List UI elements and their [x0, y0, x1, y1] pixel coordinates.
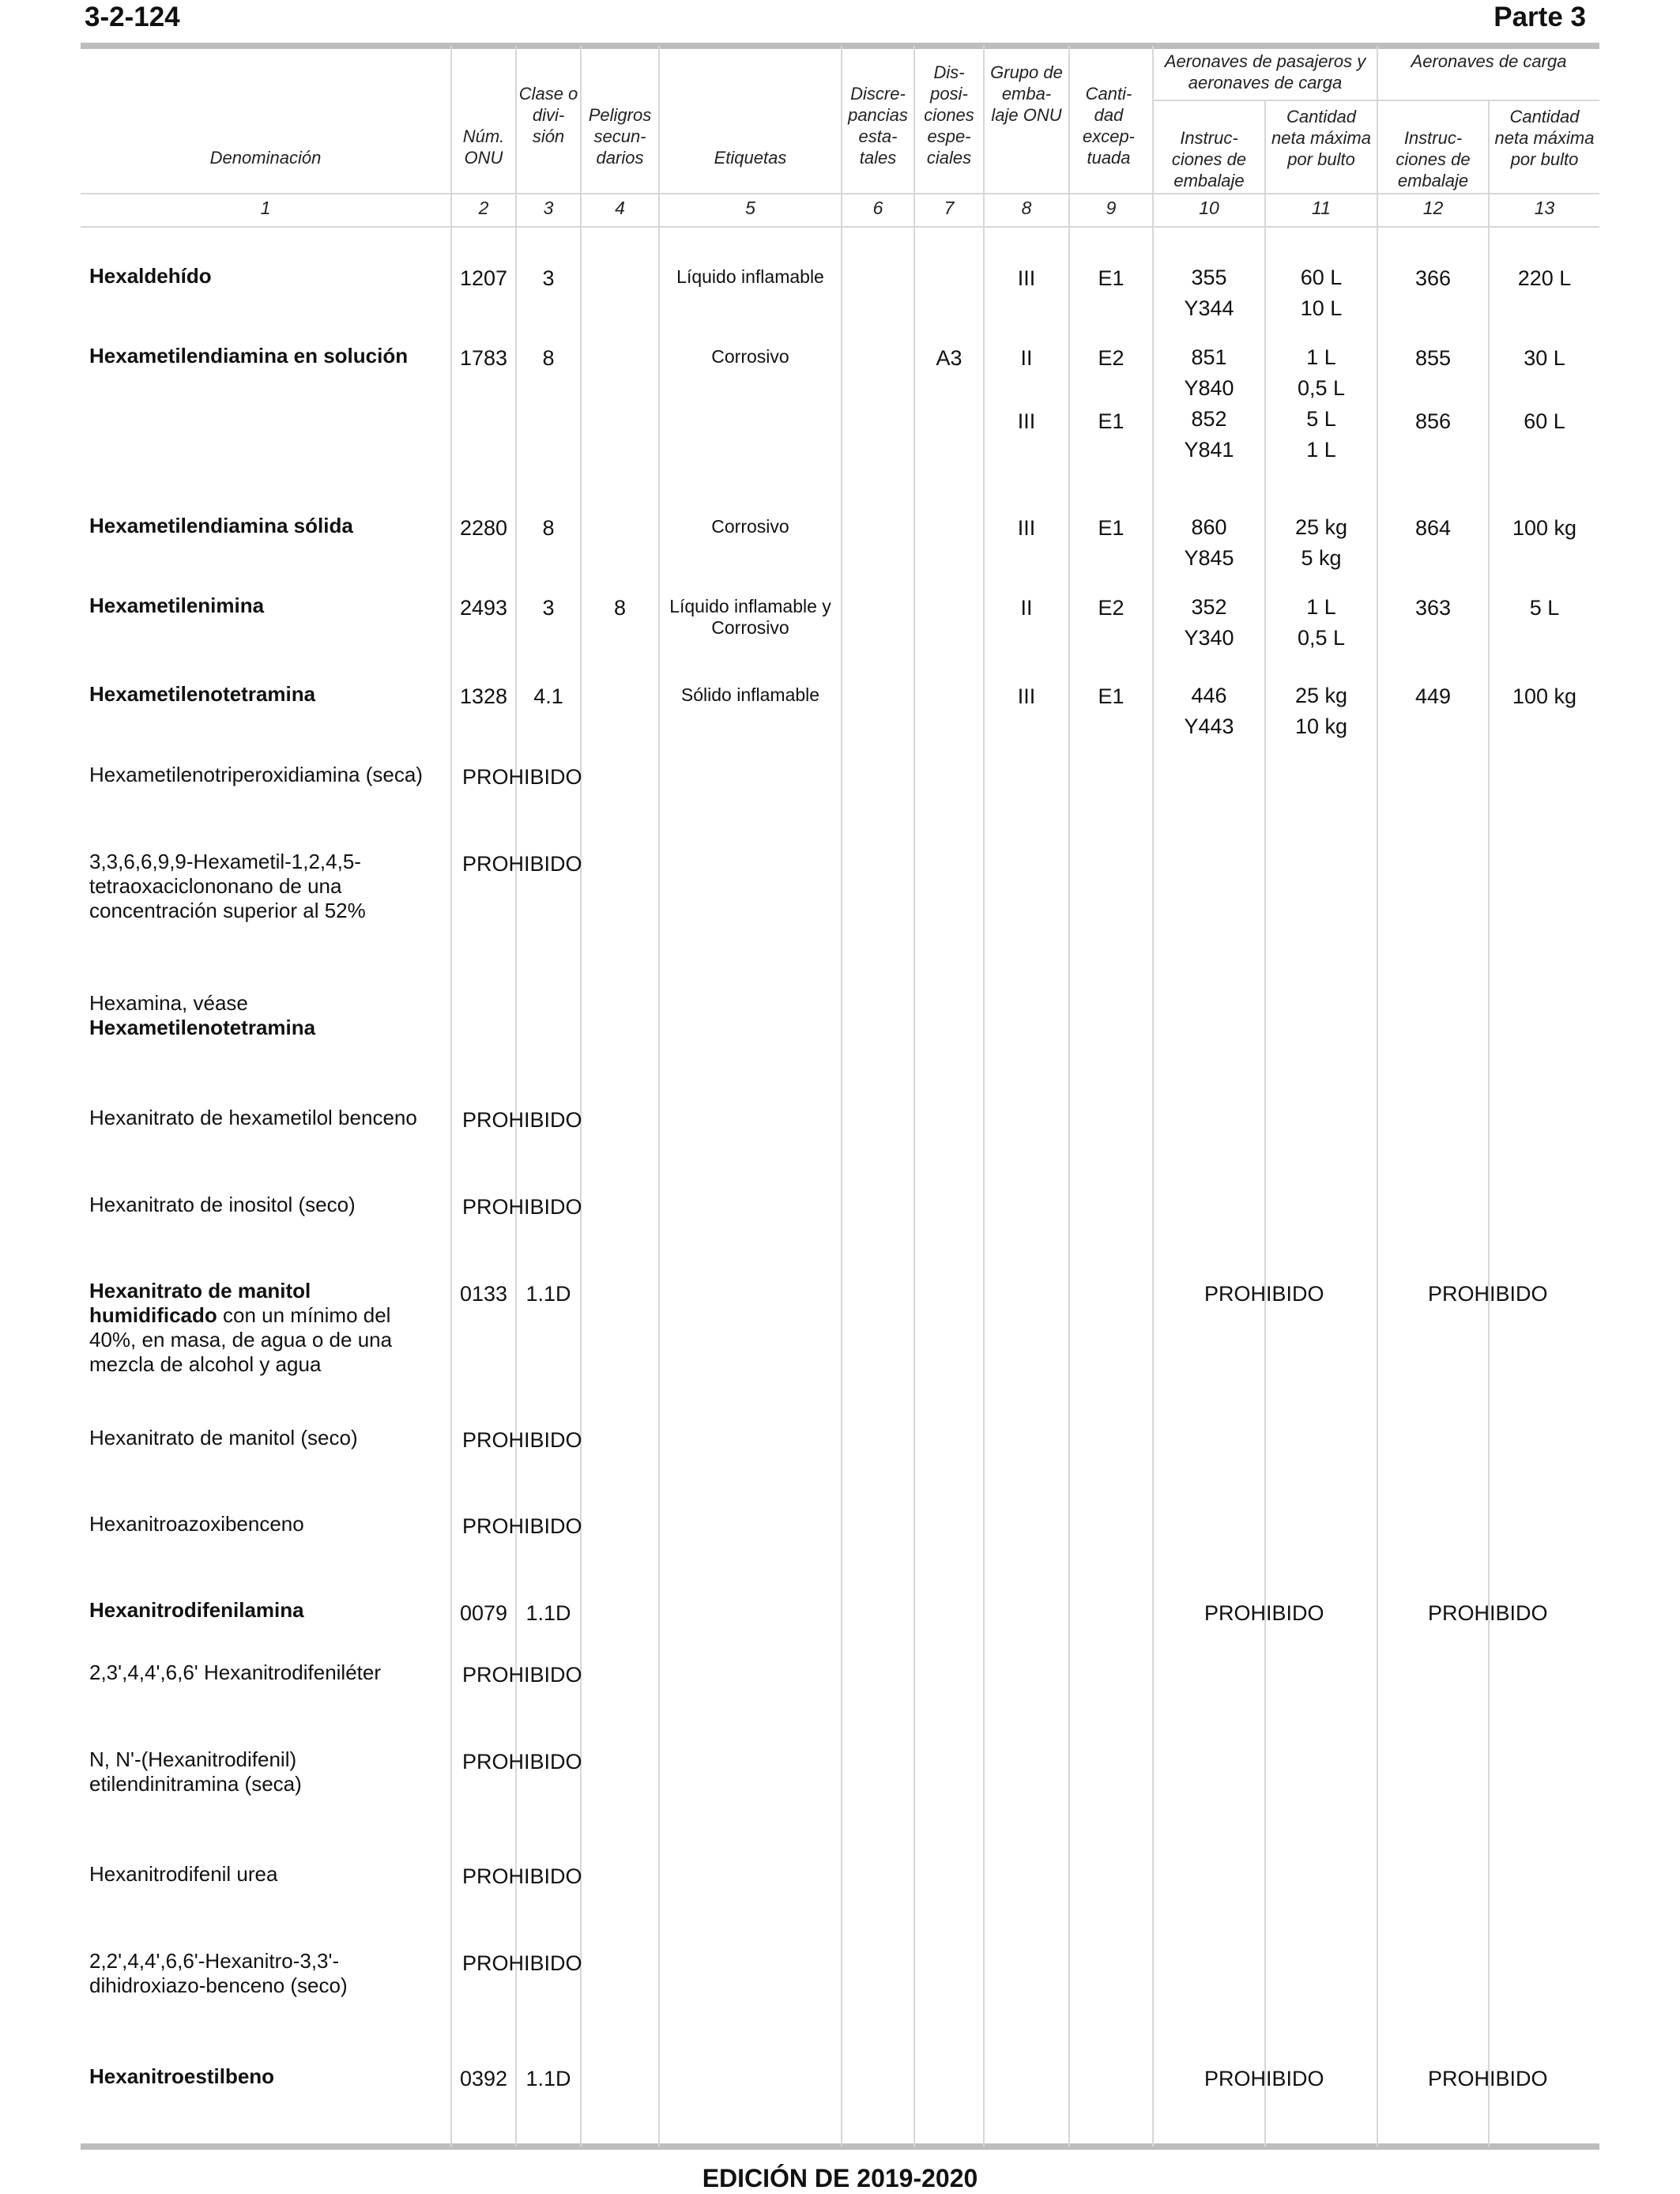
packing-group: II [1020, 596, 1033, 620]
pi-value: 446 [1191, 684, 1227, 707]
qty-value: 25 kg [1294, 684, 1348, 707]
forbidden-text: PROHIBIDO [1204, 1601, 1324, 1625]
class-division: 1.1D [525, 1601, 571, 1625]
forbidden-text: PROHIBIDO [462, 1195, 582, 1219]
qty-value: 1 L [1306, 595, 1336, 619]
header-num-onu: Núm. ONU [462, 126, 505, 168]
header-rule [81, 193, 1599, 194]
class-division: 8 [542, 516, 555, 540]
class-division: 3 [542, 596, 555, 620]
max-net-quantity [1266, 512, 1377, 574]
cargo-max-quantity: 100 kg [1512, 516, 1577, 540]
bottom-rule [81, 2143, 1599, 2150]
edition-footer: EDICIÓN DE 2019-2020 [702, 2164, 978, 2192]
excepted-quantity: E2 [1098, 346, 1124, 370]
entry-name: Hexanitrato de inositol (seco) [89, 1193, 356, 1216]
forbidden-text: PROHIBIDO [462, 852, 582, 876]
packing-group: III [1017, 516, 1036, 540]
un-number: 2493 [459, 596, 508, 620]
cargo-packing-instruction: 363 [1414, 596, 1452, 620]
entry-name [89, 991, 446, 1040]
qty-value: 5 kg [1301, 546, 1342, 570]
cargo-max-quantity: 60 L [1524, 409, 1565, 433]
see-prefix: Hexamina, véase [89, 991, 248, 1015]
packing-group: III [1017, 266, 1036, 290]
hazard-label: Corrosivo [711, 346, 789, 367]
pi-value: Y344 [1184, 296, 1234, 320]
column-number: 1 [260, 198, 271, 218]
cargo-packing-instruction: 864 [1414, 516, 1452, 540]
entry-name: Hexanitrato de manitol (seco) [89, 1426, 358, 1449]
entry-name: Hexametilendiamina sólida [89, 514, 353, 537]
header-aeronaves-pasajeros: Aeronaves de pasajeros y aeronaves de carga [1164, 51, 1366, 92]
forbidden-text: PROHIBIDO [462, 1108, 582, 1132]
col-separator [1488, 101, 1490, 2147]
pi-value: Y841 [1184, 438, 1234, 462]
header-instrucciones-pasajeros: Instruc- ciones de embalaje [1171, 128, 1247, 190]
entry-name: 3,3,6,6,9,9-Hexametil-1,2,4,5-tetraoxaciclononano de una concentración superior al 52% [89, 850, 366, 922]
qty-value: 0,5 L [1297, 626, 1346, 650]
header-instrucciones-carga: Instruc- ciones de embalaje [1396, 128, 1471, 190]
pi-value: Y340 [1184, 626, 1234, 650]
special-provision: A3 [936, 346, 962, 370]
entry-name: Hexametilendiamina en solución [89, 344, 409, 368]
pi-value: Y845 [1184, 546, 1234, 570]
un-number: 1328 [459, 684, 508, 708]
class-division: 1.1D [525, 1282, 571, 1306]
cargo-packing-instruction: 856 [1414, 409, 1452, 433]
header-grupo-embalaje: Grupo de emba- laje ONU [990, 62, 1063, 125]
pi-value: 860 [1191, 515, 1227, 539]
max-net-quantity [1266, 262, 1377, 324]
col-separator [580, 46, 582, 2147]
column-number: 7 [944, 198, 955, 218]
pi-value: 851 [1191, 345, 1227, 369]
entry-name: 2,3',4,4',6,6' Hexanitrodifeniléter [89, 1661, 382, 1684]
page-header [85, 2, 1586, 41]
un-number: 1783 [459, 346, 508, 370]
column-number: 10 [1199, 198, 1219, 218]
column-number: 11 [1312, 198, 1331, 218]
column-number: 3 [543, 198, 554, 218]
pi-value: 352 [1191, 595, 1227, 619]
col-separator [841, 46, 842, 2147]
class-division: 1.1D [525, 2067, 571, 2090]
entry-name: Hexametilenotetramina [89, 682, 316, 706]
page-part: Parte 3 [1494, 2, 1586, 32]
pi-value: Y840 [1184, 376, 1234, 400]
pi-value: 355 [1191, 266, 1227, 289]
class-division: 4.1 [533, 684, 563, 708]
un-number: 0133 [459, 1282, 508, 1306]
cargo-packing-instruction: 366 [1414, 266, 1452, 290]
forbidden-text: PROHIBIDO [462, 765, 582, 789]
cargo-max-quantity: 220 L [1517, 266, 1572, 290]
qty-value: 0,5 L [1297, 376, 1346, 400]
entry-name: N, N'-(Hexanitrodifenil) etilendinitramina (seca) [89, 1747, 302, 1796]
excepted-quantity: E1 [1098, 684, 1124, 708]
forbidden-text: PROHIBIDO [462, 1514, 582, 1538]
pi-value: 852 [1191, 407, 1227, 431]
header-etiquetas: Etiquetas [714, 148, 787, 168]
entry-name: Hexanitroazoxibenceno [89, 1512, 304, 1536]
forbidden-text: PROHIBIDO [1428, 1282, 1548, 1306]
header-cantidad-carga: Cantidad neta máxima por bulto [1494, 107, 1595, 169]
forbidden-text: PROHIBIDO [1428, 1601, 1548, 1625]
column-number: 4 [615, 198, 625, 218]
class-division: 8 [542, 346, 555, 370]
packing-group: II [1020, 346, 1033, 370]
max-net-quantity [1266, 592, 1377, 654]
class-division: 3 [542, 266, 555, 290]
packing-group: III [1017, 409, 1036, 433]
entry-name: Hexametilenimina [89, 594, 265, 617]
column-number: 6 [872, 198, 883, 218]
excepted-quantity: E1 [1098, 266, 1124, 290]
hazard-label: Sólido inflamable [680, 684, 820, 705]
column-number-rule [81, 226, 1599, 228]
entry-name: Hexanitrodifenil urea [89, 1862, 278, 1886]
cargo-packing-instruction: 449 [1414, 684, 1452, 708]
excepted-quantity: E1 [1098, 409, 1124, 433]
forbidden-text: PROHIBIDO [462, 1663, 582, 1687]
see-target: Hexametilenotetramina [89, 1016, 316, 1039]
excepted-quantity: E2 [1098, 596, 1124, 620]
qty-value: 10 kg [1294, 714, 1348, 738]
forbidden-text: PROHIBIDO [462, 1951, 582, 1975]
header-cantidad-exceptuada: Canti- dad excep- tuada [1082, 84, 1136, 168]
un-number: 1207 [459, 266, 508, 290]
qty-value: 60 L [1300, 266, 1343, 289]
entry-name: Hexanitroestilbeno [89, 2064, 275, 2088]
header-denominacion: Denominación [209, 148, 322, 168]
packing-instructions [1154, 680, 1264, 742]
header-clase: Clase o divi- sión [518, 84, 578, 146]
hazard-label: Líquido inflamable y Corrosivo [669, 596, 831, 638]
column-number: 2 [478, 198, 489, 218]
un-number: 0392 [459, 2067, 508, 2090]
excepted-quantity: E1 [1098, 516, 1124, 540]
entry-name: Hexanitrato de hexametilol benceno [89, 1106, 417, 1129]
header-cantidad-pasajeros: Cantidad neta máxima por bulto [1271, 107, 1371, 169]
column-number: 9 [1106, 198, 1117, 218]
page-number: 3-2-124 [85, 2, 180, 32]
pi-value: Y443 [1184, 714, 1234, 738]
forbidden-text: PROHIBIDO [1204, 1282, 1324, 1306]
header-aeronaves-carga: Aeronaves de carga [1411, 51, 1567, 71]
packing-group: III [1017, 684, 1036, 708]
cargo-packing-instruction: 855 [1414, 346, 1452, 370]
packing-instructions [1154, 342, 1264, 466]
qty-value: 25 kg [1294, 515, 1348, 539]
un-number: 0079 [459, 1601, 508, 1625]
qty-value: 10 L [1300, 296, 1343, 320]
hazard-label: Corrosivo [711, 516, 789, 537]
header-peligros-secundarios: Peligros secun- darios [588, 105, 652, 168]
hazard-label: Líquido inflamable [676, 266, 824, 287]
cargo-max-quantity: 30 L [1524, 346, 1565, 370]
secondary-hazard: 8 [613, 596, 627, 620]
group-header-rule [1152, 100, 1599, 101]
forbidden-text: PROHIBIDO [462, 1864, 582, 1888]
max-net-quantity [1266, 680, 1377, 742]
qty-value: 1 L [1306, 345, 1336, 369]
entry-name: Hexametilenotriperoxidiamina (seca) [89, 763, 423, 786]
cargo-max-quantity: 5 L [1529, 596, 1560, 620]
cargo-max-quantity: 100 kg [1512, 684, 1577, 708]
forbidden-text: PROHIBIDO [1204, 2067, 1324, 2090]
packing-instructions [1154, 592, 1264, 654]
un-number: 2280 [459, 516, 508, 540]
top-rule [81, 43, 1599, 49]
entry-name: 2,2',4,4',6,6'-Hexanitro-3,3'-dihidroxiazo-benceno (seco) [89, 1949, 348, 1997]
packing-instructions [1154, 512, 1264, 574]
entry-name: Hexanitrodifenilamina [89, 1598, 304, 1622]
forbidden-text: PROHIBIDO [462, 1428, 582, 1452]
column-number: 13 [1534, 198, 1555, 218]
qty-value: 1 L [1306, 438, 1336, 462]
max-net-quantity [1266, 342, 1377, 466]
packing-instructions [1154, 262, 1264, 324]
column-number: 12 [1422, 198, 1444, 218]
entry-name: Hexaldehído [89, 264, 212, 288]
column-number: 8 [1021, 198, 1032, 218]
header-disposiciones: Dis- posi- ciones espe- ciales [924, 62, 974, 168]
header-discrepancias: Discre- pancias esta- tales [848, 84, 908, 168]
forbidden-text: PROHIBIDO [1428, 2067, 1548, 2090]
qty-value: 5 L [1306, 407, 1336, 431]
column-number: 5 [745, 198, 755, 218]
entry-name: Hexanitrato de manitol humidificado con un mínimo del 40%, en masa, de agua o de una mezcla de alcohol y agua [89, 1279, 393, 1376]
forbidden-text: PROHIBIDO [462, 1750, 582, 1774]
